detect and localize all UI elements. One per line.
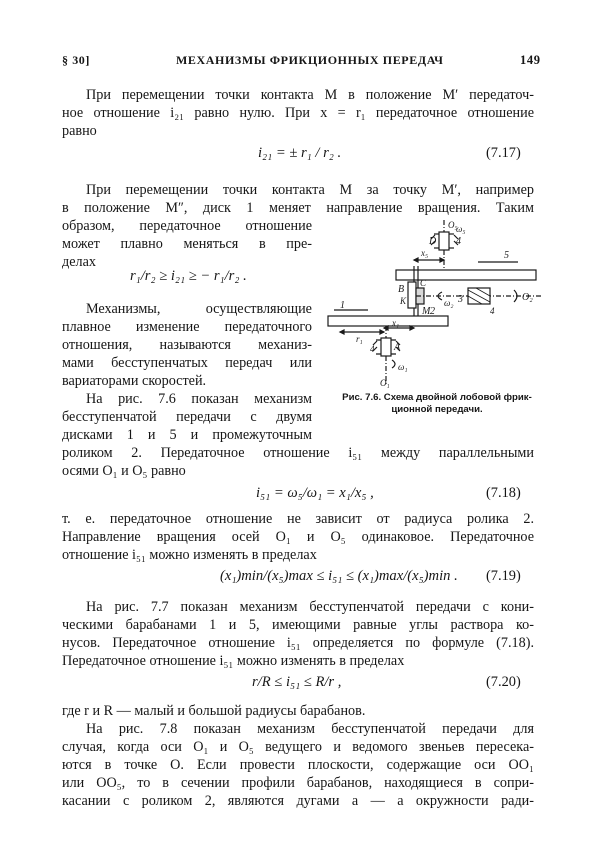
text-line: касании с роликом 2, являются дугами a — a окружности ради-: [62, 793, 534, 809]
text-line: или OO₅, то в сечении профили барабанов, находящиеся в сопри-: [62, 775, 534, 791]
equation-number: (7.18): [486, 485, 521, 501]
equation-number: (7.17): [486, 145, 521, 161]
figure-label: x₅: [421, 248, 429, 258]
text-line: равно: [62, 123, 97, 139]
figure-label: ω₂: [444, 298, 454, 308]
equation-7-18: i₅₁ = ω₅/ω₁ = x₁/x₅ ,: [256, 485, 374, 501]
text-line: вариаторами скоростей.: [62, 373, 207, 389]
equation-7-17: i₂₁ = ± r₁ / r₂ .: [258, 145, 342, 161]
equation-inequality: r₁/r₂ ≥ i₂₁ ≥ − r₁/r₂ .: [130, 268, 247, 284]
figure-caption-line: ционной передачи.: [391, 404, 483, 415]
section-number: § 30]: [62, 53, 90, 67]
text-line: т. е. передаточное отношение не зависит от радиуса ролика 2.: [62, 511, 534, 527]
figure-label: D: [429, 236, 437, 247]
text-line: осями O₁ и O₅ равно: [62, 463, 186, 479]
figure-label: M: [422, 306, 431, 317]
text-line: случая, когда оси O₁ и O₅ ведущего и ведомого звеньев пересека-: [62, 739, 534, 755]
text-line: На рис. 7.6 показан механизм: [86, 391, 312, 407]
text-line: бесступенчатой передачи с двумя: [62, 409, 312, 425]
figure-caption-line: Рис. 7.6. Схема двойной лобовой фрик-: [342, 392, 532, 403]
text-line: делах: [62, 254, 96, 270]
text-line: роликом 2. Передаточное отношение i₅₁ между параллельными: [62, 445, 534, 461]
figure-label: x₁: [392, 318, 400, 328]
figure-label: B: [398, 284, 405, 295]
figure-caption: [324, 392, 550, 416]
text-line: образом, передаточное отношение: [62, 218, 312, 234]
figure-label: 4: [490, 306, 495, 316]
equation-number: (7.19): [486, 568, 521, 584]
text-line: ются в точке O. Если провести плоскости, содержащие оси OO₁: [62, 757, 534, 773]
text-line: Направление вращения осей O₁ и O₅ одинаковое. Передаточное: [62, 529, 534, 545]
text-line: ное отношение i₂₁ равно нулю. При x = r₁ передаточное отношение: [62, 105, 534, 121]
text-line: ческими барабанами 1 и 5, имеющими равные углы раствора ко-: [62, 617, 534, 633]
figure-label: 5: [504, 250, 509, 261]
page-number: 149: [520, 53, 541, 67]
figure-label: O₂: [522, 292, 533, 303]
figure-label: O₁: [380, 378, 390, 388]
text-line: На рис. 7.7 показан механизм бесступенчатой передачи с кони-: [86, 599, 534, 615]
figure-label: r₁: [356, 334, 363, 344]
figure-label: 3: [458, 294, 463, 305]
figure-7-6-diagram: [318, 218, 548, 390]
figure-label: A: [394, 342, 401, 353]
text-line: плавное изменение передаточного: [62, 319, 312, 335]
figure-label: 4: [370, 344, 375, 354]
text-line: отношение i₅₁ можно изменять в пределах: [62, 547, 317, 563]
text-line: где r и R — малый и большой радиусы барабанов.: [62, 703, 366, 719]
text-line: На рис. 7.8 показан механизм бесступенчатой передачи для: [86, 721, 534, 737]
text-line: в положение M″, диск 1 меняет направление вращения. Таким: [62, 200, 534, 216]
figure-label: ω₅: [456, 224, 466, 234]
text-line: может плавно меняться в пре-: [62, 236, 312, 252]
figure-label: C: [420, 278, 427, 288]
equation-7-19: (x₁)min/(x₅)max ≤ i₅₁ ≤ (x₁)max/(x₅)min .: [220, 568, 458, 584]
running-title: МЕХАНИЗМЫ ФРИКЦИОННЫХ ПЕРЕДАЧ: [176, 53, 444, 67]
text-line: Механизмы, осуществляющие: [86, 301, 312, 317]
figure-label: ω₁: [398, 362, 408, 372]
figure-label: 2: [430, 306, 435, 317]
figure-label: 1: [340, 300, 345, 311]
figure-label: O₅: [448, 220, 458, 230]
figure-label: K: [400, 296, 407, 306]
equation-number: (7.20): [486, 674, 521, 690]
text-line: нусов. Передаточное отношение i₅₁ определяется по формуле (7.18).: [62, 635, 534, 651]
text-line: Передаточное отношение i₅₁ можно изменять в пределах: [62, 653, 405, 669]
text-line: дисками 1 и 5 и промежуточным: [62, 427, 312, 443]
figure-label: 4: [456, 236, 461, 247]
text-line: При перемещении точки контакта M в положение M′ передаточ-: [86, 87, 534, 103]
text-line: отношения, называются механиз-: [62, 337, 312, 353]
text-line: При перемещении точки контакта M за точку M′, например: [86, 182, 534, 198]
equation-7-20: r/R ≤ i₅₁ ≤ R/r ,: [252, 674, 342, 690]
text-line: мами бесступенчатых передач или: [62, 355, 312, 371]
